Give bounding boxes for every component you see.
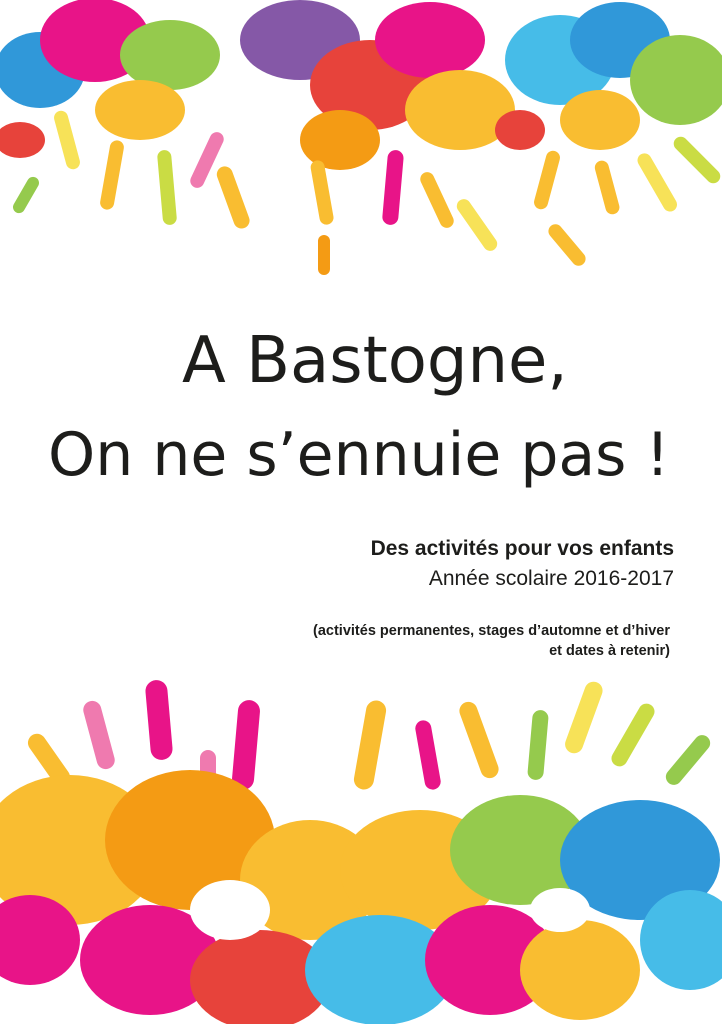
title-line-1: A Bastogne, (182, 324, 568, 398)
headline: Des activités pour vos enfants (370, 537, 674, 560)
handprints-bottom-image (0, 640, 722, 1024)
handprints-top-decoration (0, 0, 722, 300)
title-line-2: On ne s’ennuie pas ! (48, 420, 670, 490)
note-line-2: et dates à retenir) (549, 643, 670, 659)
handwritten-title (0, 290, 722, 510)
handprints-bottom-decoration (0, 640, 722, 1024)
handprints-top-image (0, 0, 722, 300)
school-year: Année scolaire 2016-2017 (428, 567, 674, 590)
note-line-1: (activités permanentes, stages d’automne et d’hiver (313, 623, 670, 639)
